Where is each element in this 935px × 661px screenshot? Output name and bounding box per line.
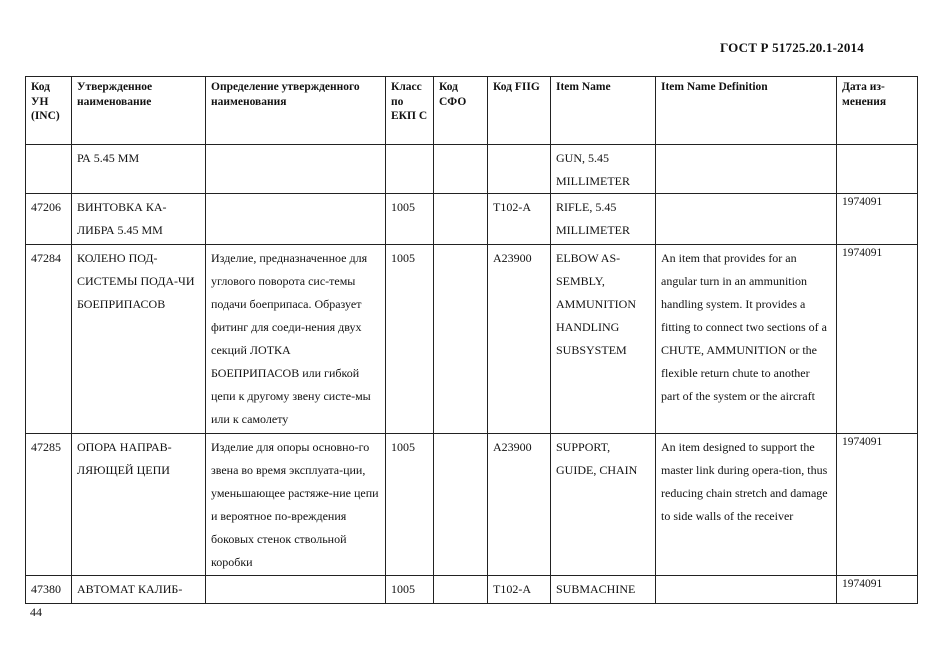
cell-code: [26, 145, 72, 194]
header-item-name: Item Name: [551, 77, 656, 145]
cell-definition: [206, 145, 386, 194]
cell-item-definition: An item designed to support the master link during opera-tion, thus reducing chain stretch and damage to side walls of the receiver: [656, 434, 837, 576]
cell-item-name: GUN, 5.45 MILLIMETER: [551, 145, 656, 194]
cell-name: КОЛЕНО ПОД-СИСТЕМЫ ПОДА-ЧИ БОЕПРИПАСОВ: [72, 245, 206, 434]
cell-sfo: [434, 434, 488, 576]
cell-class: 1005: [386, 194, 434, 245]
cell-code: 47380: [26, 576, 72, 604]
page-number: 44: [30, 605, 42, 619]
cell-fiig: A23900: [488, 245, 551, 434]
cell-date: [837, 145, 918, 194]
cell-sfo: [434, 576, 488, 604]
cell-name: ОПОРА НАПРАВ-ЛЯЮЩЕЙ ЦЕПИ: [72, 434, 206, 576]
cell-sfo: [434, 245, 488, 434]
cell-class: [386, 145, 434, 194]
cell-code: 47206: [26, 194, 72, 245]
header-code-un: Код УН (INC): [26, 77, 72, 145]
cell-sfo: [434, 145, 488, 194]
header-item-name-definition: Item Name Definition: [656, 77, 837, 145]
cell-item-name: ELBOW AS-SEMBLY, AMMUNITION HANDLING SUBSYSTEM: [551, 245, 656, 434]
catalog-table: [25, 76, 918, 604]
cell-definition: Изделие для опоры основно-го звена во время эксплуата-ции, уменьшающее растяже-ние цепи и вероятное по-вреждения боковых стенок ствольной коробки: [206, 434, 386, 576]
cell-definition: Изделие, предназначенное для углового поворота сис-темы подачи боеприпаса. Образует фитинг для соеди-нения двух секций ЛОТКА БОЕПРИПАСОВ или гибкой цепи к другому звену систе-мы или к самолету: [206, 245, 386, 434]
document-id: ГОСТ Р 51725.20.1-2014: [720, 40, 864, 55]
cell-date: 1974091: [837, 194, 918, 245]
cell-item-name: SUPPORT, GUIDE, CHAIN: [551, 434, 656, 576]
cell-item-definition: [656, 194, 837, 245]
header-class-ekps: Класс по ЕКП С: [386, 77, 434, 145]
cell-fiig: T102-A: [488, 194, 551, 245]
header-code-sfo: Код СФО: [434, 77, 488, 145]
header-change-date: Дата из-менения: [837, 77, 918, 145]
cell-item-definition: [656, 576, 837, 604]
cell-name: ВИНТОВКА КА-ЛИБРА 5.45 ММ: [72, 194, 206, 245]
cell-date: 1974091: [837, 245, 918, 434]
cell-sfo: [434, 194, 488, 245]
header-approved-name: Утвержденное наименование: [72, 77, 206, 145]
cell-fiig: T102-A: [488, 576, 551, 604]
table-row: [26, 434, 918, 576]
table-row: [26, 245, 918, 434]
cell-class: 1005: [386, 576, 434, 604]
cell-name: АВТОМАТ КАЛИБ-: [72, 576, 206, 604]
table-header-row: [26, 77, 918, 145]
cell-item-definition: An item that provides for an angular turn in an ammunition handling system. It provides a fitting to connect two sections of a CHUTE, AMMUNITION or the flexible return chute to another part of the system or the aircraft: [656, 245, 837, 434]
cell-code: 47284: [26, 245, 72, 434]
table-row: [26, 145, 918, 194]
cell-item-definition: [656, 145, 837, 194]
cell-definition: [206, 576, 386, 604]
table-row: [26, 576, 918, 604]
cell-name: РА 5.45 ММ: [72, 145, 206, 194]
cell-code: 47285: [26, 434, 72, 576]
cell-date: 1974091: [837, 576, 918, 604]
cell-fiig: A23900: [488, 434, 551, 576]
cell-date: 1974091: [837, 434, 918, 576]
cell-class: 1005: [386, 245, 434, 434]
cell-definition: [206, 194, 386, 245]
cell-item-name: SUBMACHINE: [551, 576, 656, 604]
cell-class: 1005: [386, 434, 434, 576]
header-code-fiig: Код FIIG: [488, 77, 551, 145]
header-definition: Определение утвержденного наименования: [206, 77, 386, 145]
table-row: [26, 194, 918, 245]
cell-fiig: [488, 145, 551, 194]
cell-item-name: RIFLE, 5.45 MILLIMETER: [551, 194, 656, 245]
